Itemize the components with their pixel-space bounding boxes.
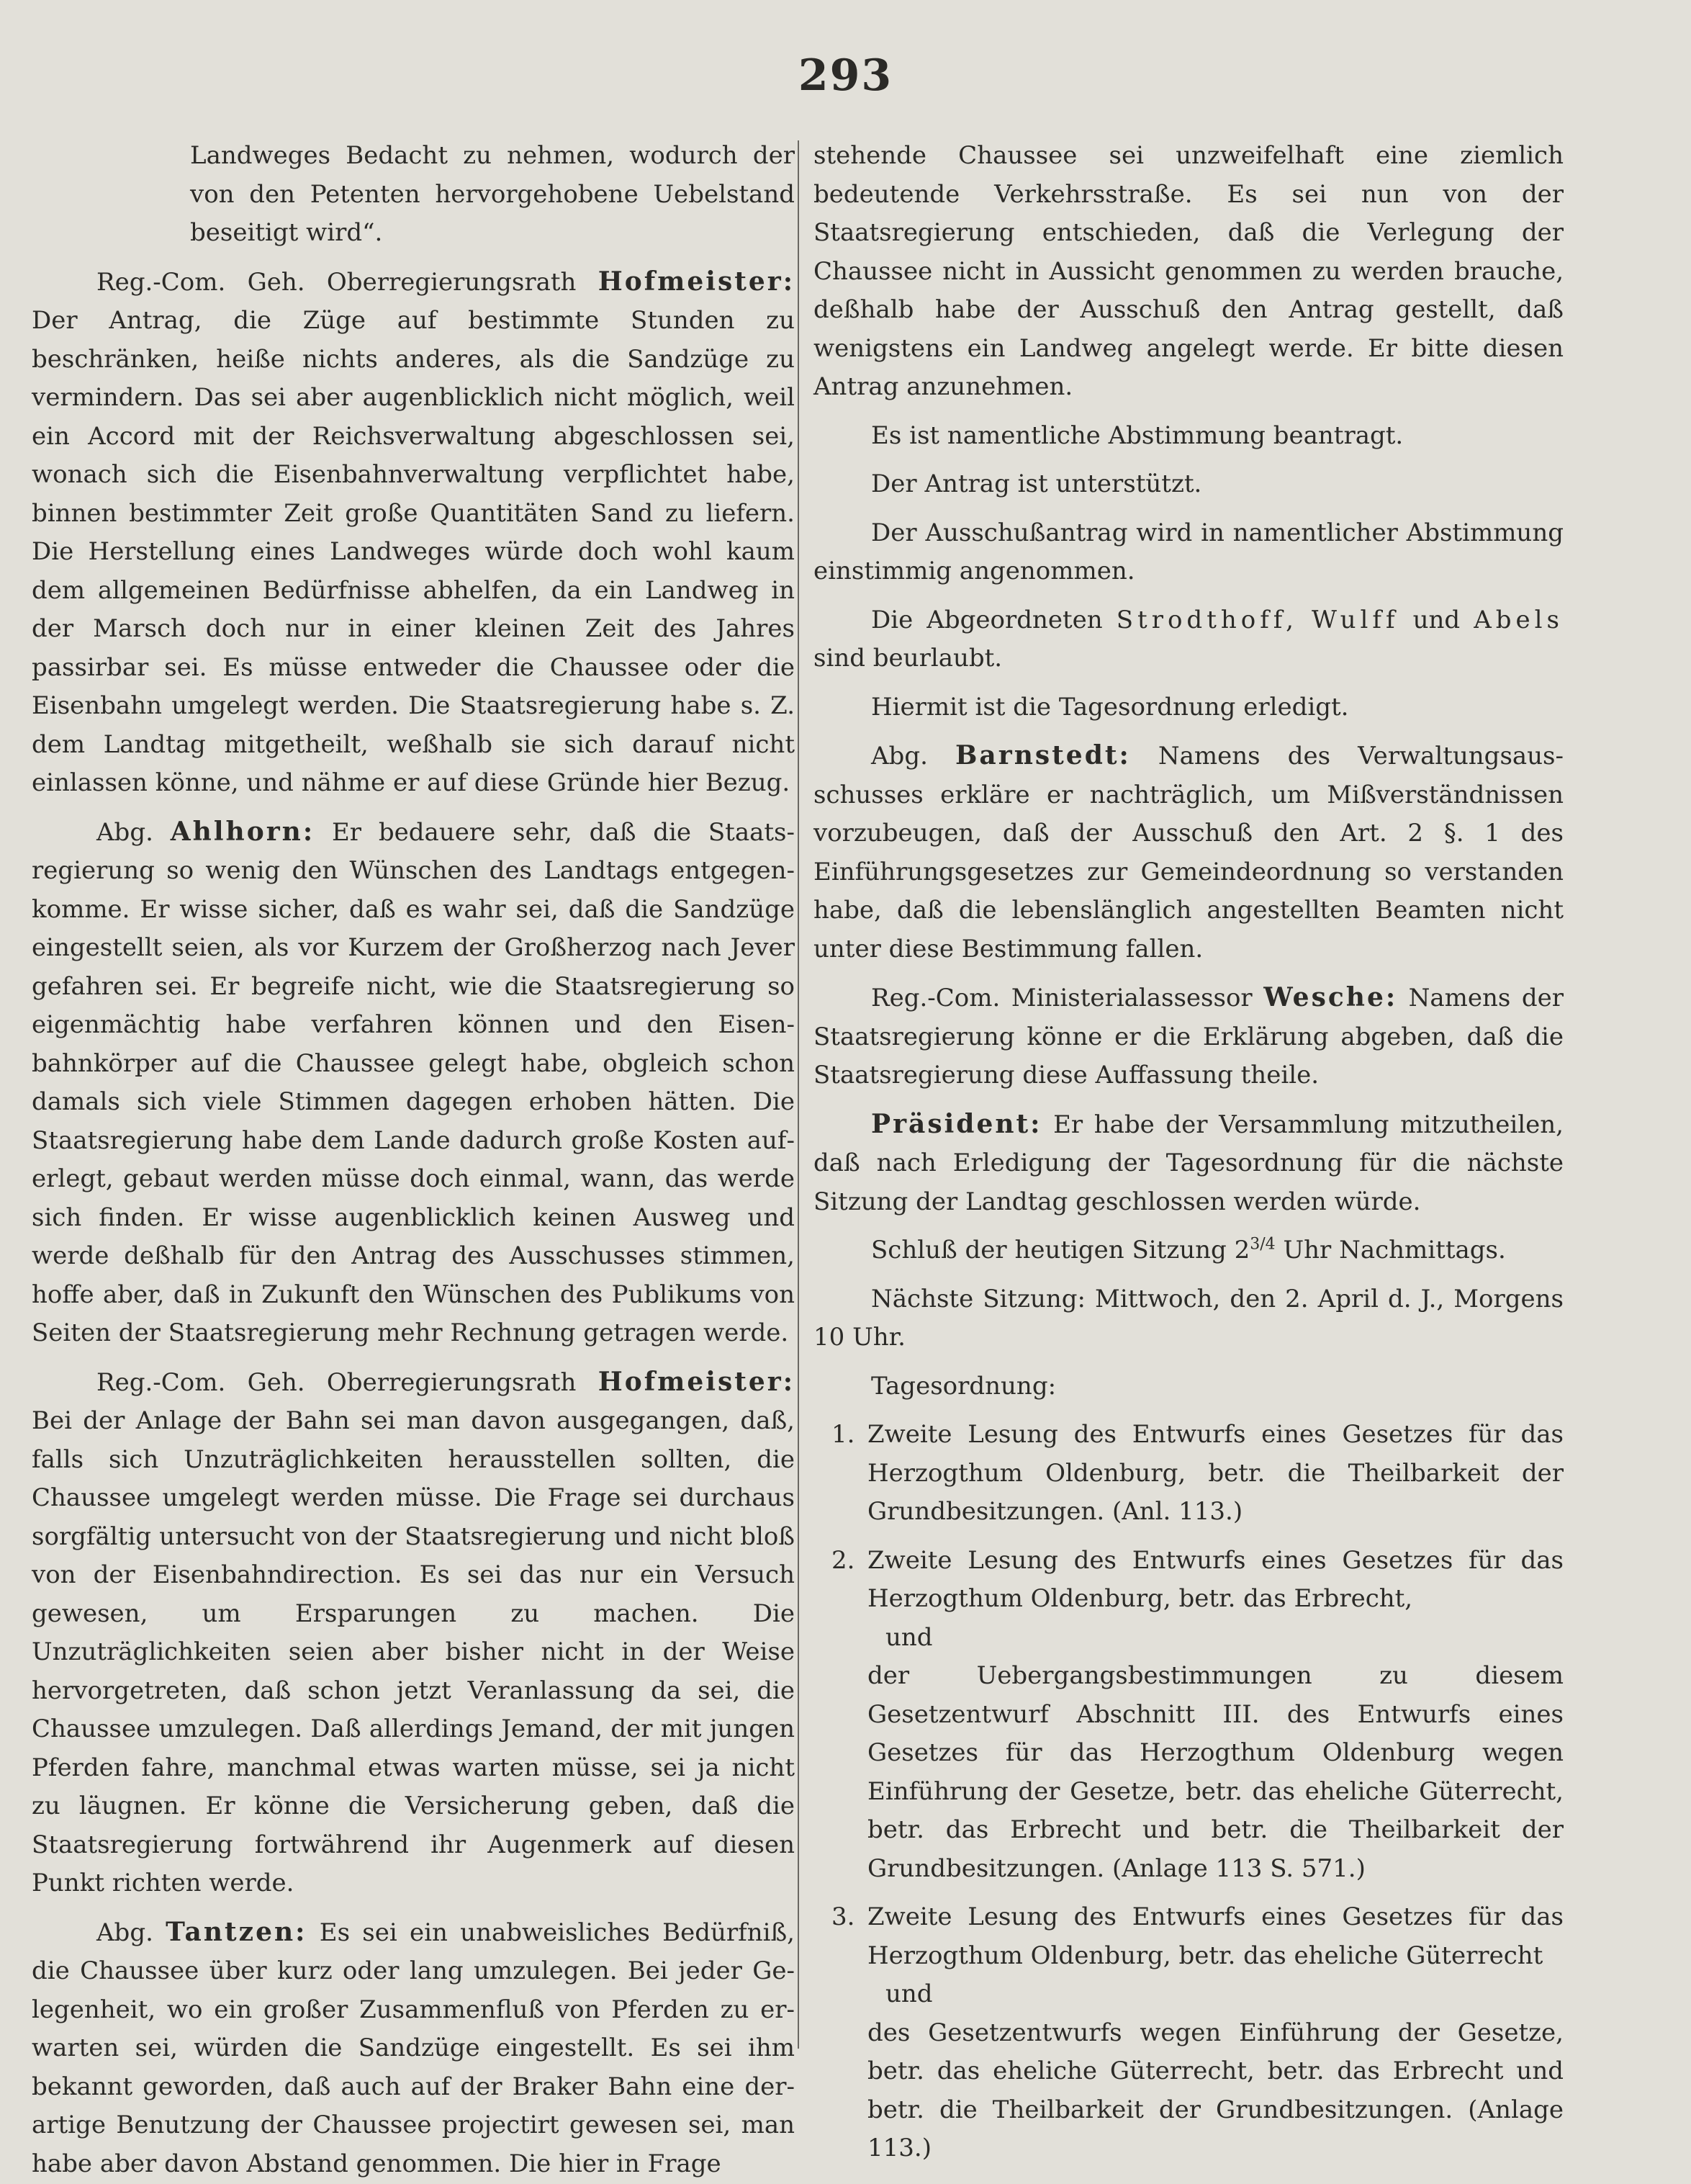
text: und	[1412, 605, 1461, 634]
agenda-item-text: Zweite Lesung des Entwurfs eines Gesetzes für das Herzogthum Oldenburg, betr. das eheliche Güterrecht	[867, 1902, 1564, 1970]
agenda-item-text: der Uebergangsbestimmungen zu diesem Gesetzentwurf Abschnitt III. des Entwurfs eines Gesetzes für das Herzogthum Oldenburg wegen Einführung der Gesetze, betr. das eheliche Güterrecht, betr. das Erbrecht und betr. die Theilbarkeit der Grundbesitzungen. (Anlage 113 S. 571.)	[867, 1661, 1564, 1883]
speech-text: Er habe der Versammlung mitzutheilen, daß nach Erledigung der Tagesordnung für die nächste Sitzung der Landtag geschlossen werden würde.	[813, 1110, 1564, 1216]
speaker-title: Abg.	[871, 742, 928, 770]
text: Schluß der heutigen Sitzung 2	[871, 1236, 1250, 1264]
speaker-name: Tantzen:	[166, 1916, 307, 1947]
agenda-item-number: 2.	[831, 1545, 855, 1575]
speech-text: Namens der Staatsregierung könne er die Erklärung abgeben, daß die Staatsregierung diese Auffassung theile.	[813, 984, 1564, 1089]
paragraph: Landweges Bedacht zu nehmen, wodurch der von den Petenten hervorgehobene Uebelstand beseitigt wird“.	[190, 141, 795, 247]
speech-text: Der Antrag, die Züge auf bestimmte Stunden zu beschränken, heiße nichts anderes, als die Sandzüge zu vermindern. Das sei aber augenblicklich nicht möglich, weil ein Accord mit der Reichsverwaltung abgeschlossen sei, wonach sich die Eisenbahnverwaltung verpflichtet habe, binnen bestimmter Zeit große Quantitäten Sand zu liefern. Die Herstellung eines Landweges würde doch wohl kaum dem allgemeinen Bedürfnisse abhelfen, da ein Landweg in der Marsch doch nur in einer kleinen Zeit des Jahres passirbar sei. Es müsse entweder die Chaussee oder die Eisenbahn umgelegt werden. Die Staatsregierung habe s. Z. dem Landtag mitgetheilt, weßhalb sie sich darauf nicht einlassen könne, und nähme er auf diese Gründe hier Bezug.	[32, 306, 795, 797]
text: Uhr Nachmittags.	[1283, 1236, 1506, 1264]
agenda-item-conjunction: und	[885, 1622, 933, 1652]
speaker-name: Barnstedt:	[955, 740, 1131, 770]
speech-tantzen	[32, 1913, 795, 2184]
speech-barnstedt	[813, 737, 1564, 969]
deputy-name: Strodthoff,	[1116, 605, 1298, 634]
agenda-item	[813, 1542, 1564, 1889]
speaker-title: Reg.-Com. Geh. Oberregierungsrath	[96, 1367, 577, 1397]
speaker-title: Reg.-Com. Ministerialassessor	[871, 984, 1253, 1012]
speaker-title: Abg.	[96, 1918, 153, 1947]
speech-text: Es sei ein unabweisliches Bedürfniß, die Chaussee über kurz oder lang umzulegen. Bei jeder Gelegenheit, wo ein großer Zusammenfluß von Pferden zu erwarten sei, würden die Sandzüge eingestellt. Es sei ihm bekannt geworden, daß auch auf der Braker Bahn eine derartige Benutzung der Chaussee projectirt gewesen sei, man habe aber davon Abstand genommen. Die hier in Frage	[32, 1918, 795, 2178]
speech-ahlhorn	[32, 813, 795, 1353]
speaker-name: Hofmeister:	[598, 1366, 795, 1397]
page-number: 293	[798, 50, 893, 101]
deputy-name: Abels	[1474, 605, 1564, 634]
paragraph: Der Antrag ist unterstützt.	[871, 469, 1202, 498]
paragraph-absent-deputies	[813, 601, 1564, 678]
right-column	[813, 137, 1564, 2168]
speech-text: Er bedauere sehr, daß die Staatsregierung so wenig den Wünschen des Landtags entgegenkomme. Er wisse sicher, daß es wahr sei, daß die Sandzüge eingestellt seien, als vor Kurzem der Großherzog nach Jever gefahren sei. Er begreife nicht, wie die Staatsregierung so eigenmächtig habe verfahren können und den Eisenbahnkörper auf die Chaussee gelegt habe, obgleich schon damals sich viele Stimmen dagegen erhoben hätten. Die Staatsregierung habe dem Lande dadurch große Kosten auferlegt, gebaut werden müsse doch einmal, wann, das werde sich finden. Er wisse augenblicklich keinen Ausweg und werde deßhalb für den Antrag des Ausschusses stimmen, hoffe aber, daß in Zukunft den Wünschen des Publikums von Seiten der Staatsregierung mehr Rechnung getragen werde.	[32, 817, 795, 1347]
agenda-item	[813, 1898, 1564, 2168]
paragraph: Der Ausschußantrag wird in namentlicher Abstimmung einstimmig angenommen.	[813, 518, 1564, 585]
paragraph: Es ist namentliche Abstimmung beantragt.	[871, 421, 1404, 450]
paragraph: stehende Chaussee sei unzweifelhaft eine ziemlich bedeutende Verkehrsstraße. Es sei nun von der Staatsregierung entschieden, daß die Verlegung der Chaussee nicht in Aussicht genommen zu werden brauche, deßhalb habe der Ausschuß den Antrag gestellt, daß wenigstens ein Landweg angelegt werde. Er bitte diesen Antrag anzunehmen.	[813, 141, 1564, 401]
speech-text: Bei der Anlage der Bahn sei man davon ausgegangen, daß, falls sich Unzuträglichkeiten herausstellen sollten, die Chaussee umgelegt werden müsse. Die Frage sei durchaus sorgfältig untersucht von der Staatsregierung und nicht bloß von der Eisenbahndirection. Es sei das nur ein Versuch gewesen, um Ersparungen zu machen. Die Unzuträglichkeiten seien aber bisher nicht in der Weise hervorgetreten, daß schon jetzt Veranlassung da sei, die Chaussee umzulegen. Daß allerdings Jemand, der mit jungen Pferden fahre, manchmal etwas warten müsse, sei ja nicht zu läugnen. Er könne die Versicherung geben, daß die Staatsregierung fortwährend ihr Augenmerk auf diesen Punkt richten werde.	[32, 1406, 795, 1897]
speaker-title: Reg.-Com. Geh. Oberregierungsrath	[96, 267, 577, 297]
paragraph: Hiermit ist die Tagesordnung erledigt.	[871, 692, 1349, 722]
speech-praesident	[813, 1105, 1564, 1222]
speaker-name: Ahlhorn:	[170, 816, 315, 847]
agenda-item-text: Zweite Lesung des Entwurfs eines Gesetzes für das Herzogthum Oldenburg, betr. die Theilbarkeit der Grundbesitzungen. (Anl. 113.)	[867, 1420, 1564, 1526]
session-close	[813, 1231, 1564, 1270]
speaker-name: Präsident:	[871, 1108, 1042, 1139]
agenda-item-conjunction: und	[885, 1979, 933, 2008]
agenda-heading: Tagesordnung:	[871, 1371, 1057, 1401]
speech-hofmeister-2	[32, 1363, 795, 1903]
column-divider	[798, 140, 799, 2049]
deputy-name: Wulff	[1312, 605, 1399, 634]
agenda-item-text: Zweite Lesung des Entwurfs eines Gesetzes für das Herzogthum Oldenburg, betr. das Erbrecht,	[867, 1545, 1564, 1613]
next-session: Nächste Sitzung: Mittwoch, den 2. April d. J., Morgens 10 Uhr.	[813, 1284, 1564, 1352]
speaker-title: Abg.	[96, 817, 153, 847]
speech-wesche	[813, 979, 1564, 1095]
text: Die Abgeordneten	[871, 605, 1103, 634]
agenda-item-number: 1.	[831, 1420, 855, 1449]
speaker-name: Hofmeister:	[598, 266, 795, 297]
speech-hofmeister-1	[32, 263, 795, 803]
speaker-name: Wesche:	[1263, 982, 1398, 1012]
agenda-item	[813, 1416, 1564, 1532]
text: sind beurlaubt.	[813, 644, 1003, 673]
agenda-item-number: 3.	[831, 1902, 855, 1931]
speech-text: Namens des Verwaltungsausschusses erkläre er nachträglich, um Mißverständnissen vorzubeugen, daß der Ausschuß den Art. 2 §. 1 des Einführungsgesetzes zur Gemeindeordnung so verstanden habe, daß die lebenslänglich angestellten Beamten nicht unter diese Bestimmung fallen.	[813, 742, 1564, 963]
fraction: 3/4	[1250, 1235, 1276, 1254]
left-column	[32, 137, 795, 2183]
agenda-item-text: des Gesetzentwurfs wegen Einführung der Gesetze, betr. das eheliche Güterrecht, betr. das Erbrecht und betr. die Theilbarkeit der Grundbesitzungen. (Anlage 113.)	[867, 2018, 1564, 2162]
